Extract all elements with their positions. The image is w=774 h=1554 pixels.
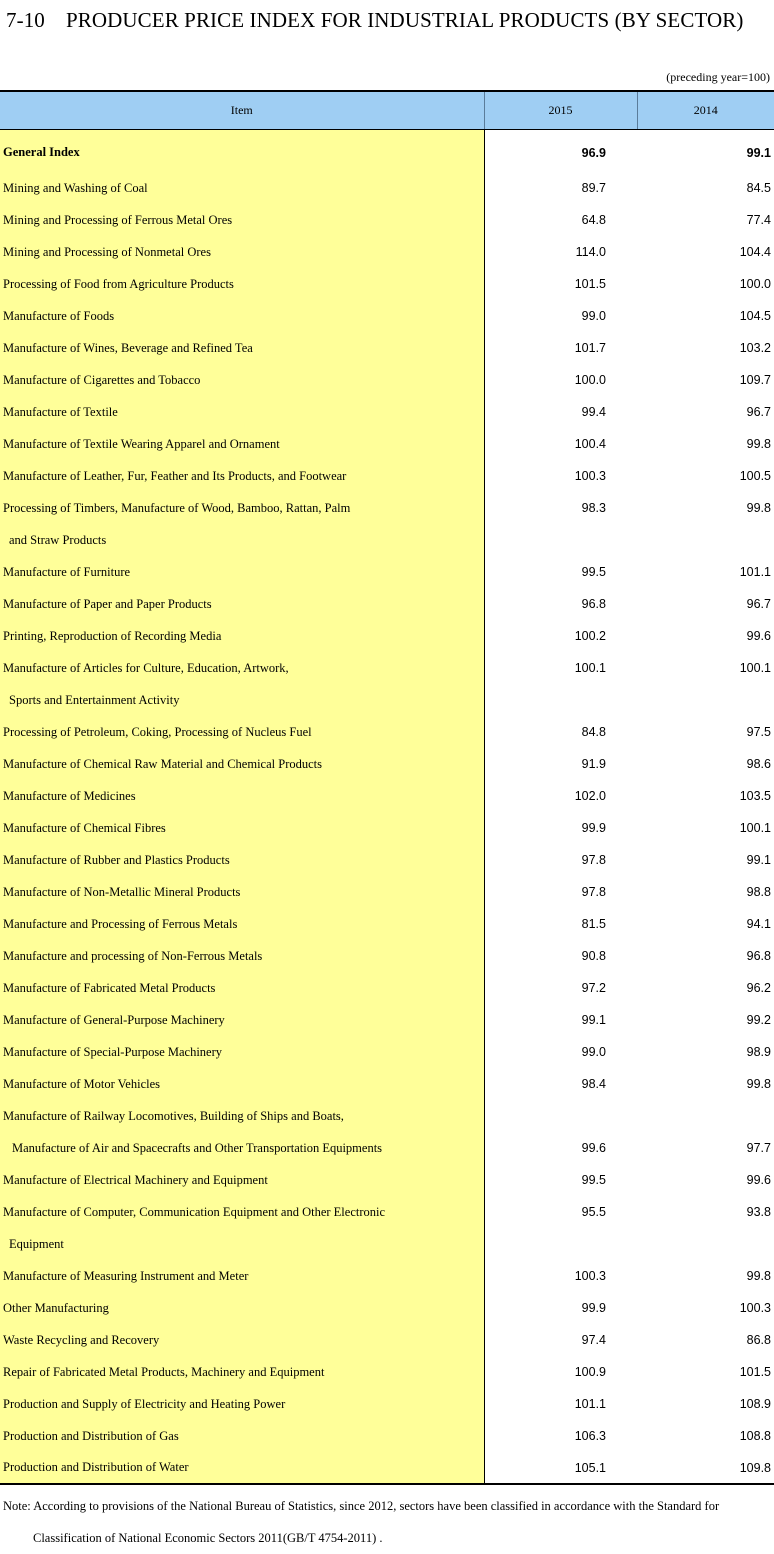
- table-row: [0, 524, 774, 556]
- value-2015: 89.7: [581, 181, 606, 195]
- table-row: [0, 236, 774, 268]
- row-label: Manufacture of Electrical Machinery and Equipment: [0, 1164, 484, 1196]
- value-2015: 96.8: [581, 597, 606, 611]
- value-2015: 97.8: [581, 853, 606, 867]
- row-label: Mining and Processing of Nonmetal Ores: [0, 236, 484, 268]
- table-row: [0, 364, 774, 396]
- value-2014: 109.7: [739, 373, 771, 387]
- value-2014: 100.1: [739, 821, 771, 835]
- value-2015: 96.9: [581, 145, 606, 160]
- row-label: Manufacture of Measuring Instrument and Meter: [0, 1260, 484, 1292]
- value-2015: 98.3: [581, 501, 606, 515]
- table-row: [0, 1100, 774, 1132]
- value-2015: 98.4: [581, 1077, 606, 1091]
- value-2015: 105.1: [484, 1452, 637, 1484]
- row-label: Production and Supply of Electricity and Heating Power: [0, 1388, 484, 1420]
- value-2014: 96.7: [746, 405, 771, 419]
- value-2014: 99.2: [746, 1013, 771, 1027]
- value-2015: 64.8: [581, 213, 606, 227]
- value-2015: 101.7: [574, 341, 606, 355]
- footnote-line-1: Note: According to provisions of the National Bureau of Statistics, since 2012, sectors have been classified in accordance with the Standard for: [3, 1499, 720, 1513]
- value-2014: 104.5: [739, 309, 771, 323]
- table-row: [0, 940, 774, 972]
- table-row: [0, 1324, 774, 1356]
- value-2015: [484, 524, 637, 556]
- value-2014: 93.8: [746, 1205, 771, 1219]
- row-label: Manufacture of Motor Vehicles: [0, 1068, 484, 1100]
- table-row: [0, 716, 774, 748]
- value-2014: 109.8: [637, 1452, 774, 1484]
- table-row: [0, 876, 774, 908]
- row-label: Manufacture of Computer, Communication Equipment and Other Electronic: [0, 1196, 484, 1228]
- table-row: [0, 652, 774, 684]
- row-label: Manufacture of Chemical Raw Material and Chemical Products: [0, 748, 484, 780]
- value-2015: 95.5: [581, 1205, 606, 1219]
- row-label: Mining and Processing of Ferrous Metal Ores: [0, 204, 484, 236]
- value-2015: [484, 1228, 637, 1260]
- table-row: [0, 332, 774, 364]
- row-label: Manufacture and Processing of Ferrous Metals: [0, 908, 484, 940]
- table-row: [0, 1036, 774, 1068]
- table-row: [0, 428, 774, 460]
- table-row: [0, 556, 774, 588]
- value-2014: 97.5: [746, 725, 771, 739]
- row-label: Manufacture of Rubber and Plastics Products: [0, 844, 484, 876]
- row-label: General Index: [0, 129, 484, 172]
- table-row: [0, 812, 774, 844]
- row-label: Processing of Food from Agriculture Products: [0, 268, 484, 300]
- value-2014: 96.8: [746, 949, 771, 963]
- value-2014: 100.5: [739, 469, 771, 483]
- row-label: Manufacture of Non-Metallic Mineral Products: [0, 876, 484, 908]
- value-2015: 100.3: [574, 1269, 606, 1283]
- table-row: [0, 908, 774, 940]
- row-label: Mining and Washing of Coal: [0, 172, 484, 204]
- table-row: [0, 1452, 774, 1484]
- price-index-table: [0, 90, 774, 1485]
- value-2014: [637, 1228, 774, 1260]
- row-label: Manufacture of Textile Wearing Apparel and Ornament: [0, 428, 484, 460]
- table-row: [0, 1260, 774, 1292]
- value-2015: 114.0: [575, 245, 606, 259]
- value-2015: 99.9: [581, 821, 606, 835]
- value-2014: 97.7: [746, 1141, 771, 1155]
- table-row: [0, 172, 774, 204]
- value-2014: 77.4: [746, 213, 771, 227]
- value-2015: [484, 1100, 637, 1132]
- value-2014: 99.8: [746, 437, 771, 451]
- value-2014: 98.9: [746, 1045, 771, 1059]
- value-2014: 104.4: [739, 245, 771, 259]
- row-label: Manufacture of Articles for Culture, Education, Artwork,: [0, 652, 484, 684]
- table-row: [0, 396, 774, 428]
- value-2015: 97.8: [581, 885, 606, 899]
- row-label: and Straw Products: [0, 524, 484, 556]
- value-2014: 103.2: [739, 341, 771, 355]
- header-row: [0, 91, 774, 129]
- value-2014: 86.8: [746, 1333, 771, 1347]
- value-2015: 100.3: [574, 469, 606, 483]
- value-2015: 106.3: [574, 1429, 606, 1443]
- value-2014: 100.1: [739, 661, 771, 675]
- table-row: [0, 492, 774, 524]
- row-label: Manufacture of Medicines: [0, 780, 484, 812]
- value-2014: 96.7: [746, 597, 771, 611]
- row-label: Repair of Fabricated Metal Products, Machinery and Equipment: [0, 1356, 484, 1388]
- row-label: Waste Recycling and Recovery: [0, 1324, 484, 1356]
- table-row: [0, 300, 774, 332]
- value-2014: 99.6: [746, 629, 771, 643]
- table-row: [0, 780, 774, 812]
- row-label: Manufacture of Textile: [0, 396, 484, 428]
- value-2015: 99.5: [581, 565, 606, 579]
- row-label: Manufacture of Cigarettes and Tobacco: [0, 364, 484, 396]
- value-2014: 94.1: [746, 917, 771, 931]
- value-2014: 99.6: [746, 1173, 771, 1187]
- table-row: [0, 1356, 774, 1388]
- row-label: Manufacture of General-Purpose Machinery: [0, 1004, 484, 1036]
- table-row: [0, 748, 774, 780]
- value-2014: [637, 524, 774, 556]
- row-label: Production and Distribution of Water: [0, 1452, 484, 1484]
- page-title: 7-10 PRODUCER PRICE INDEX FOR INDUSTRIAL PRODUCTS (BY SECTOR): [6, 8, 744, 32]
- value-2014: 96.2: [746, 981, 771, 995]
- row-label: Manufacture of Wines, Beverage and Refined Tea: [0, 332, 484, 364]
- value-2015: 100.0: [574, 373, 606, 387]
- table-row: [0, 1228, 774, 1260]
- row-label: Printing, Reproduction of Recording Media: [0, 620, 484, 652]
- value-2015: 99.1: [581, 1013, 606, 1027]
- table-row: [0, 1004, 774, 1036]
- value-2015: 99.0: [581, 309, 606, 323]
- value-2015: 84.8: [581, 725, 606, 739]
- value-2015: 102.0: [574, 789, 606, 803]
- row-label: Manufacture of Foods: [0, 300, 484, 332]
- value-2014: 99.8: [746, 1269, 771, 1283]
- value-2015: 99.0: [581, 1045, 606, 1059]
- row-label: Manufacture of Chemical Fibres: [0, 812, 484, 844]
- value-2015: [484, 684, 637, 716]
- row-label: Manufacture of Leather, Fur, Feather and Its Products, and Footwear: [0, 460, 484, 492]
- footnote-line-2: Classification of National Economic Sectors 2011(GB/T 4754-2011) .: [33, 1531, 383, 1545]
- value-2014: 103.5: [739, 789, 771, 803]
- table-row: [0, 460, 774, 492]
- value-2014: 98.6: [746, 757, 771, 771]
- value-2015: 101.5: [574, 277, 606, 291]
- value-2015: 91.9: [581, 757, 606, 771]
- table-row: [0, 1132, 774, 1164]
- value-2015: 100.1: [574, 661, 606, 675]
- value-2015: 100.4: [574, 437, 606, 451]
- row-label: Production and Distribution of Gas: [0, 1420, 484, 1452]
- table-row: [0, 972, 774, 1004]
- row-label: Processing of Petroleum, Coking, Processing of Nucleus Fuel: [0, 716, 484, 748]
- value-2015: 97.2: [581, 981, 606, 995]
- header-item: Item: [0, 91, 484, 129]
- value-2015: 99.6: [581, 1141, 606, 1155]
- table-row: [0, 129, 774, 172]
- value-2015: 99.5: [581, 1173, 606, 1187]
- table-row: [0, 1292, 774, 1324]
- row-label: Other Manufacturing: [0, 1292, 484, 1324]
- value-2014: 99.8: [746, 501, 771, 515]
- table-row: [0, 1068, 774, 1100]
- value-2015: 101.1: [574, 1397, 606, 1411]
- value-2014: 99.1: [746, 145, 771, 160]
- row-label: Manufacture of Furniture: [0, 556, 484, 588]
- value-2014: 100.0: [739, 277, 771, 291]
- table-row: [0, 844, 774, 876]
- row-label: Manufacture of Special-Purpose Machinery: [0, 1036, 484, 1068]
- value-2014: 108.9: [739, 1397, 771, 1411]
- value-2014: 98.8: [746, 885, 771, 899]
- value-2014: 101.1: [739, 565, 771, 579]
- header-year-2014: 2014: [637, 91, 774, 129]
- row-label: Manufacture of Railway Locomotives, Building of Ships and Boats,: [0, 1100, 484, 1132]
- table-row: [0, 268, 774, 300]
- value-2015: 100.9: [574, 1365, 606, 1379]
- value-2015: 81.5: [581, 917, 606, 931]
- value-2014: [637, 1100, 774, 1132]
- value-2015: 90.8: [581, 949, 606, 963]
- row-label: Manufacture of Air and Spacecrafts and Other Transportation Equipments: [0, 1132, 484, 1164]
- row-label: Equipment: [0, 1228, 484, 1260]
- row-label: Processing of Timbers, Manufacture of Wood, Bamboo, Rattan, Palm: [0, 492, 484, 524]
- table-row: [0, 1388, 774, 1420]
- row-label: Sports and Entertainment Activity: [0, 684, 484, 716]
- table-row: [0, 588, 774, 620]
- row-label: Manufacture and processing of Non-Ferrous Metals: [0, 940, 484, 972]
- table-row: [0, 204, 774, 236]
- value-2014: 108.8: [739, 1429, 771, 1443]
- table-body: [0, 129, 774, 1484]
- table-row: [0, 684, 774, 716]
- row-label: Manufacture of Fabricated Metal Products: [0, 972, 484, 1004]
- value-2014: 99.1: [746, 853, 771, 867]
- value-2015: 97.4: [581, 1333, 606, 1347]
- value-2015: 99.9: [581, 1301, 606, 1315]
- value-2014: 101.5: [739, 1365, 771, 1379]
- unit-note: (preceding year=100): [666, 70, 770, 84]
- footnote: [3, 1490, 773, 1554]
- header-year-2015: 2015: [484, 91, 637, 129]
- table-row: [0, 1420, 774, 1452]
- value-2014: 99.8: [746, 1077, 771, 1091]
- row-label: Manufacture of Paper and Paper Products: [0, 588, 484, 620]
- table-row: [0, 1196, 774, 1228]
- value-2014: 84.5: [746, 181, 771, 195]
- value-2015: 99.4: [581, 405, 606, 419]
- value-2014: 100.3: [739, 1301, 771, 1315]
- value-2014: [637, 684, 774, 716]
- table-row: [0, 620, 774, 652]
- table-row: [0, 1164, 774, 1196]
- value-2015: 100.2: [574, 629, 606, 643]
